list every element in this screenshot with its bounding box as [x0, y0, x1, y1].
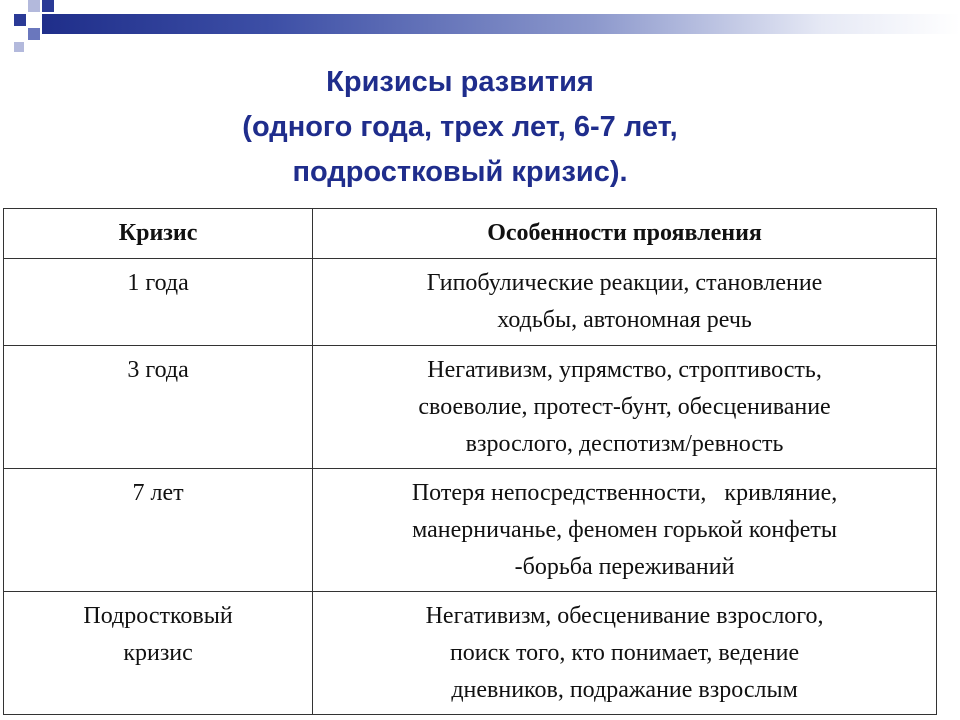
features-cell	[313, 259, 937, 346]
header-crisis: Кризис	[4, 209, 313, 259]
table-row	[4, 592, 937, 715]
cell-line: поиск того, кто понимает, ведение	[449, 640, 800, 666]
decor-square	[42, 0, 54, 12]
features-cell	[313, 346, 937, 469]
cell-line: Гипобулические реакции, становление	[426, 270, 823, 296]
cell-line: дневников, подражание взрослым	[451, 677, 798, 703]
decor-square	[14, 42, 24, 52]
crisis-cell	[4, 592, 313, 715]
decor-square	[14, 14, 26, 26]
cell-line: кризис	[123, 640, 193, 666]
title-line: Кризисы развития	[326, 66, 594, 98]
cell-line: Подростковый	[83, 603, 233, 629]
cell-line: Потеря непосредственности, кривляние,	[411, 480, 838, 506]
cell-line: взрослого, деспотизм/ревность	[465, 431, 784, 457]
features-cell	[313, 469, 937, 592]
table-row	[4, 259, 937, 346]
crisis-table	[3, 208, 937, 715]
cell-line: 1 года	[127, 270, 189, 296]
decor-square	[28, 28, 40, 40]
cell-line: Негативизм, обесценивание взрослого,	[425, 603, 824, 629]
header-gradient-bar	[42, 14, 960, 34]
cell-line: ходьбы, автономная речь	[497, 307, 752, 333]
header-features: Особенности проявления	[313, 209, 937, 259]
slide-title	[150, 60, 770, 195]
table-header-row	[4, 209, 937, 259]
table-row	[4, 469, 937, 592]
features-cell	[313, 592, 937, 715]
crisis-cell	[4, 469, 313, 592]
decor-square	[28, 0, 40, 12]
cell-line: Негативизм, упрямство, строптивость,	[427, 357, 822, 383]
cell-line: своеволие, протест-бунт, обесценивание	[418, 394, 831, 420]
crisis-cell	[4, 346, 313, 469]
title-line: подростковый кризис).	[292, 156, 628, 188]
cell-line: 3 года	[127, 357, 189, 383]
cell-line: 7 лет	[132, 480, 184, 506]
cell-line: манерничанье, феномен горькой конфеты	[412, 517, 837, 543]
table-row	[4, 346, 937, 469]
title-line: (одного года, трех лет, 6-7 лет,	[242, 111, 678, 143]
cell-line: -борьба переживаний	[514, 554, 735, 580]
crisis-cell	[4, 259, 313, 346]
